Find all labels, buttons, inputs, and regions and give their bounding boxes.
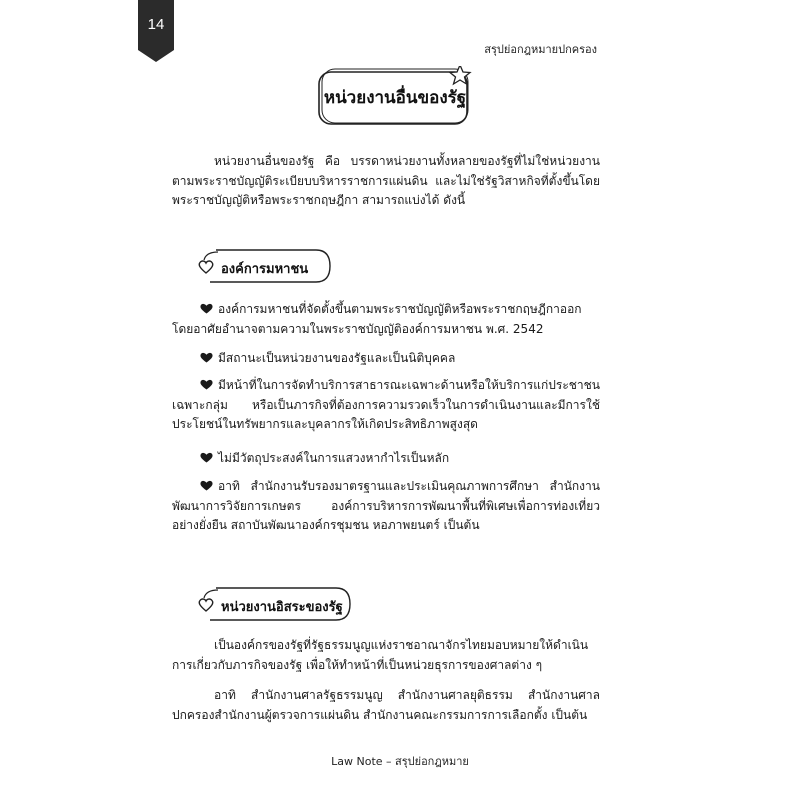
page-footer: Law Note – สรุปย่อกฎหมาย xyxy=(331,755,469,768)
heart-icon xyxy=(200,379,213,390)
list-item-text: องค์การมหาชนที่จัดตั้งขึ้นตามพระราชบัญญัติหรือพระราชกฤษฎีกาออกโดยอาศัยอำนาจตามความในพระราชบัญญัติองค์การมหาชน พ.ศ. 2542 xyxy=(172,302,582,336)
list-item xyxy=(172,449,600,469)
heart-icon xyxy=(200,452,213,463)
section-paragraph xyxy=(172,686,600,725)
page-title: หน่วยงานอื่นของรัฐ xyxy=(323,88,467,108)
paragraph-text: เป็นองค์กรของรัฐที่รัฐธรรมนูญแห่งราชอาณาจักรไทยมอบหมายให้ดำเนินการเกี่ยวกับภารกิจของรัฐ เพื่อให้ทำหน้าที่เป็นหน่วยธุรการของศาลต่าง ๆ xyxy=(172,638,589,672)
list-item xyxy=(172,376,600,435)
list-item-text: อาทิ สำนักงานรับรองมาตรฐานและประเมินคุณภาพการศึกษา สำนักงานพัฒนาการวิจัยการเกษตร องค์การบริหารการพัฒนาพื้นที่พิเศษเพื่อการท่องเที่ยวอย่างยั่งยืน สถาบันพัฒนาองค์กรชุมชน หอภาพยนตร์ เป็นต้น xyxy=(172,479,600,532)
list-item xyxy=(172,477,600,536)
heart-icon xyxy=(200,480,213,491)
intro-paragraph xyxy=(172,152,600,211)
section-heading-text: หน่วยงานอิสระของรัฐ xyxy=(221,600,343,615)
intro-text: หน่วยงานอื่นของรัฐ คือ บรรดาหน่วยงานทั้งหลายของรัฐที่ไม่ใช่หน่วยงานตามพระราชบัญญัติระเบียบบริหารราชการแผ่นดิน และไม่ใช่รัฐวิสาหกิจที่ตั้งขึ้นโดยพระราชบัญญัติหรือพระราชกฤษฎีกา สามารถแบ่งได้ ดังนี้ xyxy=(172,154,600,207)
section-heading-independent-agency xyxy=(196,584,356,624)
page-number-tab xyxy=(138,0,174,62)
list-item xyxy=(172,349,600,369)
heart-outline-icon xyxy=(199,599,213,611)
list-item xyxy=(172,300,600,339)
section-heading-text: องค์การมหาชน xyxy=(221,262,309,277)
title-frame xyxy=(315,66,475,130)
paragraph-text: อาทิ สำนักงานศาลรัฐธรรมนูญ สำนักงานศาลยุติธรรม สำนักงานศาลปกครองสำนักงานผู้ตรวจการแผ่นดิน สำนักงานคณะกรรมการการเลือกตั้ง เป็นต้น xyxy=(172,688,600,722)
heart-icon xyxy=(200,352,213,363)
section-paragraph xyxy=(172,636,600,675)
list-item-text: ไม่มีวัตถุประสงค์ในการแสวงหากำไรเป็นหลัก xyxy=(218,451,450,465)
page-number: 14 xyxy=(147,16,165,33)
heart-icon xyxy=(200,303,213,314)
list-item-text: มีหน้าที่ในการจัดทำบริการสาธารณะเฉพาะด้านหรือให้บริการแก่ประชาชนเฉพาะกลุ่ม หรือเป็นภารกิจที่ต้องการความรวดเร็วในการดำเนินงานและมีการใช้ประโยชน์ในทรัพยากรและบุคลากรให้เกิดประสิทธิภาพสูงสุด xyxy=(172,378,601,431)
running-head: สรุปย่อกฎหมายปกครอง xyxy=(484,43,597,56)
list-item-text: มีสถานะเป็นหน่วยงานของรัฐและเป็นนิติบุคคล xyxy=(218,351,456,365)
heart-outline-icon xyxy=(199,261,213,273)
section-heading-public-organization xyxy=(196,246,336,286)
